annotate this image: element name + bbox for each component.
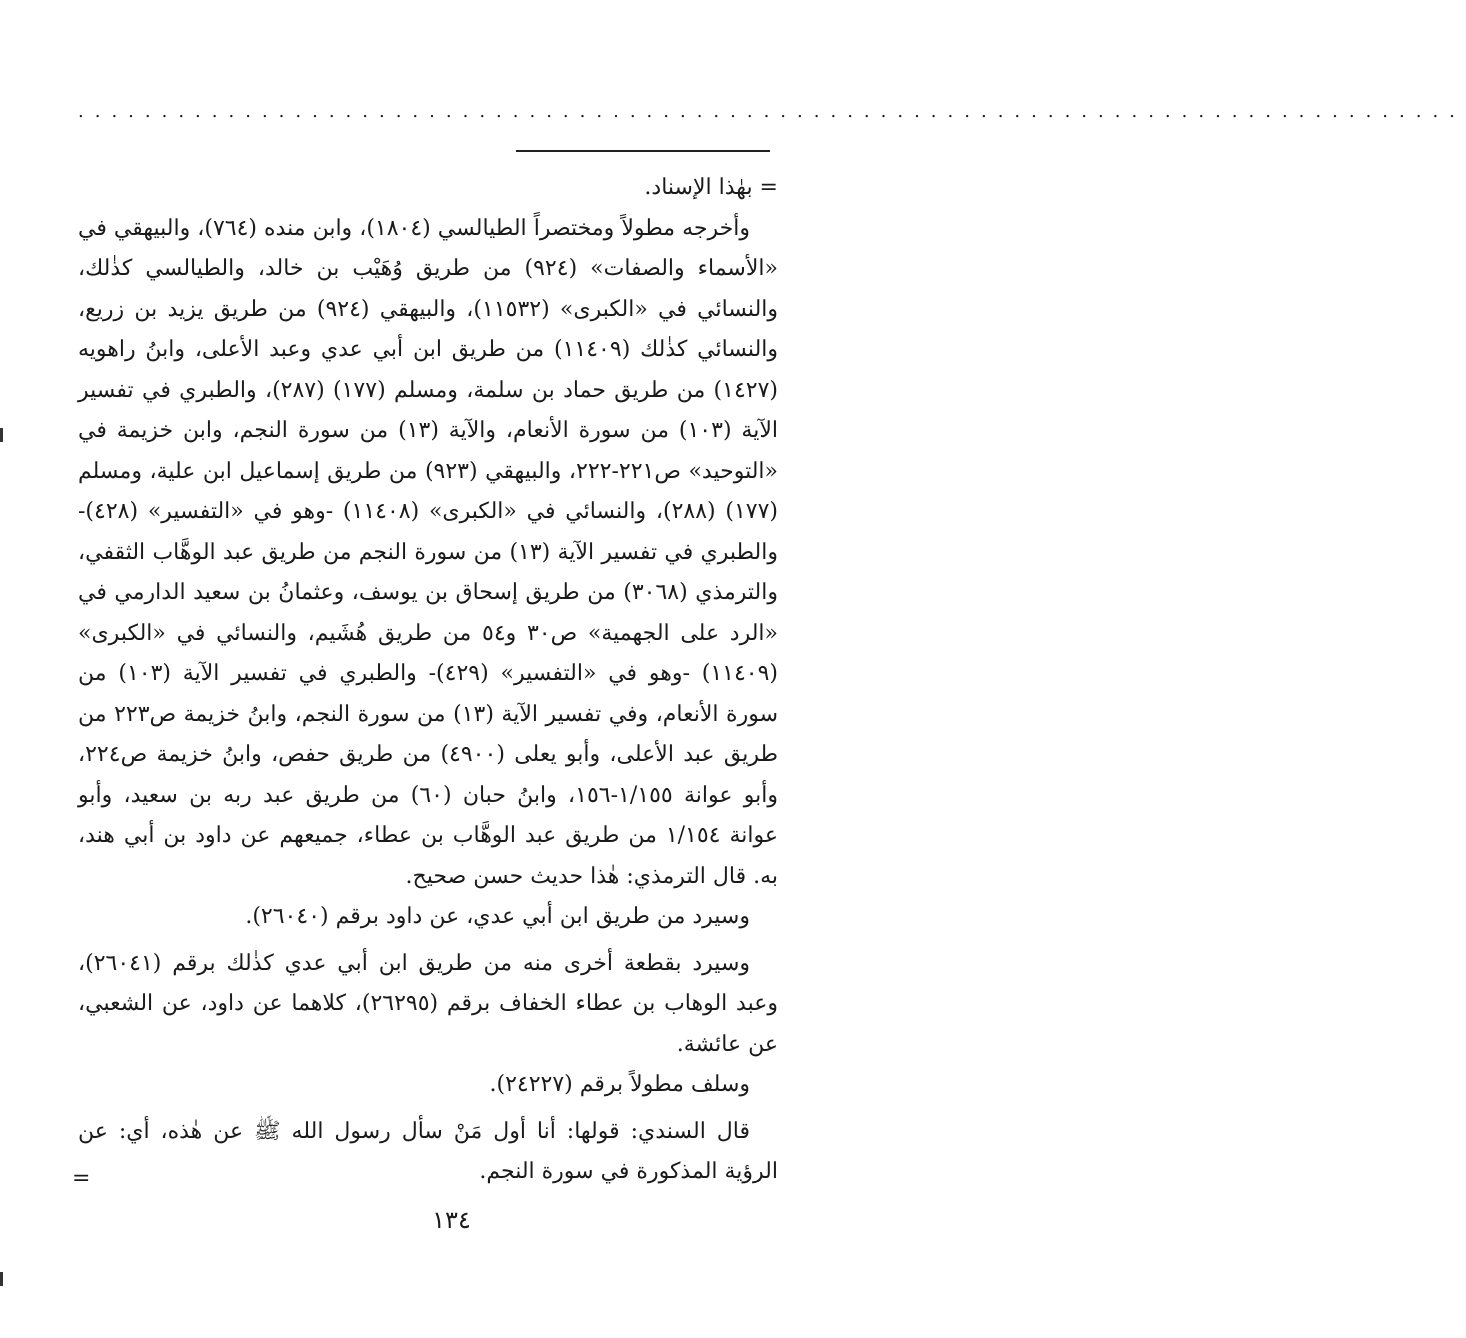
footnote-paragraph: وأخرجه مطولاً ومختصراً الطيالسي (١٨٠٤)، وابن منده (٧٦٤)، والبيهقي في «الأسماء والصفات» (٩٢٤) من طريق وُهَيْب بن خالد، والطيالسي كذٰلك، والنسائي في «الكبرى» (١١٥٣٢)، والبيهقي (٩٢٤) من طريق يزيد بن زريع، والنسائي كذٰلك (١١٤٠٩) من طريق ابن أبي عدي وعبد الأعلى، وابنُ راهويه (١٤٢٧) من طريق حماد بن سلمة، ومسلم (١٧٧) (٢٨٧)، والطبري في تفسير الآية (١٠٣) من سورة الأنعام، والآية (١٣) من سورة النجم، وابن خزيمة في «التوحيد» ص٢٢١-٢٢٢، والبيهقي (٩٢٣) من طريق إسماعيل ابن علية، ومسلم (١٧٧) (٢٨٨)، والنسائي في «الكبرى» (١١٤٠٨) -وهو في «التفسير» (٤٢٨)- والطبري في تفسير الآية (١٣) من سورة النجم من طريق عبد الوهَّاب الثقفي، والترمذي (٣٠٦٨) من طريق إسحاق بن يوسف، وعثمانُ بن سعيد الدارمي في «الرد على الجهمية» ص٣٠ و٥٤ من طريق هُشَيم، والنسائي في «الكبرى» (١١٤٠٩) -وهو في «التفسير» (٤٢٩)- والطبري في تفسير الآية (١٠٣) من سورة الأنعام، وفي تفسير الآية (١٣) من سورة النجم، وابنُ خزيمة ص٢٢٣ من طريق عبد الأعلى، وأبو يعلى (٤٩٠٠) من طريق حفص، وابنُ خزيمة ص٢٢٤، وأبو عوانة ١/١٥٥-١٥٦، وابنُ حبان (٦٠) من طريق عبد ربه بن سعيد، وأبو عوانة ١/١٥٤ من طريق عبد الوهَّاب بن عطاء، جميعهم عن داود بن أبي هند، به. قال الترمذي: هٰذا حديث حسن صحيح. xyxy=(78,215,779,889)
footnote-continuation: = بهٰذا الإسناد. xyxy=(644,175,778,200)
footnote-paragraph: وسيرد من طريق ابن أبي عدي، عن داود برقم (٢٦٠٤٠). xyxy=(245,904,750,929)
footnote-paragraph: قال السندي: قولها: أنا أول مَنْ سأل رسول الله ﷺ عن هٰذه، أي: عن الرؤية المذكورة في سورة النجم. xyxy=(78,1118,778,1184)
continuation-mark: = xyxy=(72,1166,91,1191)
margin-mark xyxy=(0,428,3,442)
footnote-paragraph: وسيرد بقطعة أخرى منه من طريق ابن أبي عدي كذٰلك برقم (٢٦٠٤١)، وعبد الوهاب بن عطاء الخفاف برقم (٢٦٢٩٥)، كلاهما عن داود، عن الشعبي، عن عائشة. xyxy=(78,950,778,1057)
footnote-rule xyxy=(516,150,770,152)
dotted-separator: ................................................................................... xyxy=(78,101,1466,122)
footnote-paragraph: وسلف مطولاً برقم (٢٤٢٢٧). xyxy=(489,1072,750,1097)
margin-mark xyxy=(0,1272,3,1286)
footnote-block xyxy=(78,168,778,1193)
page-number: ١٣٤ xyxy=(432,1206,471,1234)
